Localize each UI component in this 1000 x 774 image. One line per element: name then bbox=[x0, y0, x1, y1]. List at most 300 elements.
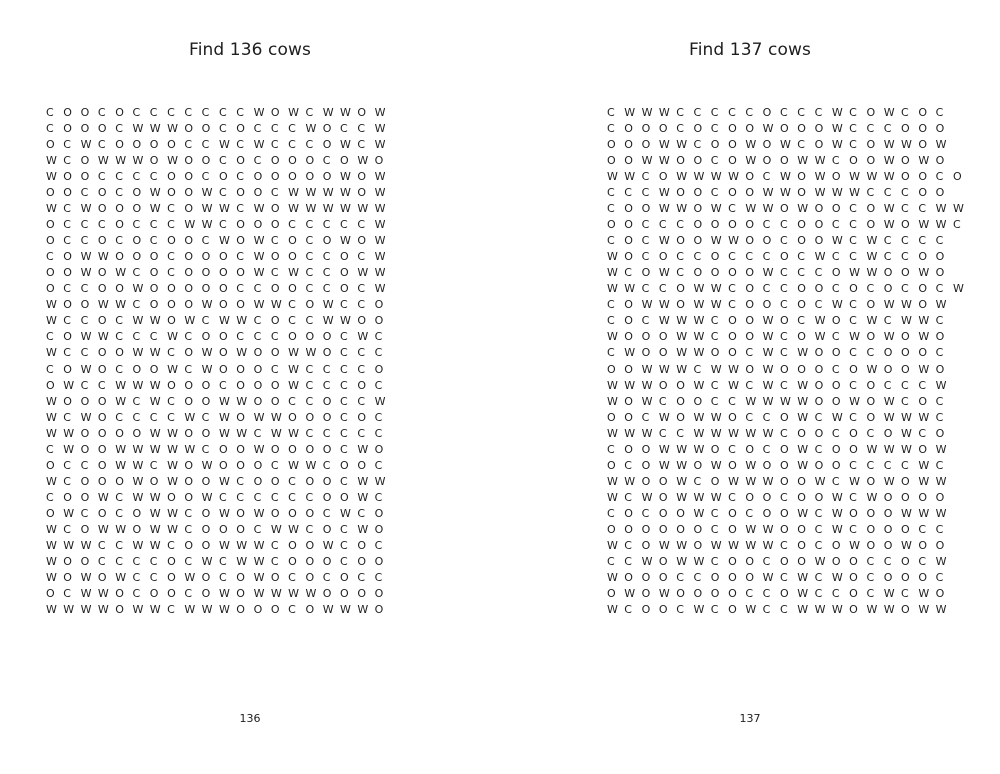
grid-letter: O bbox=[253, 394, 263, 408]
grid-letter: C bbox=[901, 106, 909, 119]
grid-letter: C bbox=[218, 122, 227, 136]
grid-letter: C bbox=[849, 378, 857, 392]
grid-letter: W bbox=[201, 490, 213, 504]
grid-letter: O bbox=[80, 154, 90, 168]
grid-letter: O bbox=[167, 570, 176, 584]
grid-row bbox=[607, 313, 970, 329]
grid-letter: O bbox=[340, 490, 349, 504]
grid-letter: C bbox=[762, 586, 771, 600]
grid-letter: O bbox=[236, 154, 245, 168]
grid-letter: O bbox=[641, 570, 651, 584]
grid-letter: C bbox=[270, 138, 279, 152]
grid-letter: O bbox=[236, 298, 245, 312]
grid-letter: O bbox=[253, 218, 263, 232]
grid-letter: C bbox=[779, 602, 788, 616]
grid-row bbox=[46, 474, 392, 490]
grid-letter: O bbox=[710, 266, 720, 280]
grid-letter: C bbox=[288, 474, 296, 488]
grid-letter: C bbox=[710, 554, 719, 568]
grid-letter: O bbox=[288, 234, 297, 248]
grid-letter: W bbox=[305, 186, 317, 200]
grid-letter: C bbox=[115, 122, 123, 136]
grid-letter: W bbox=[288, 378, 300, 392]
grid-letter: C bbox=[340, 378, 348, 392]
grid-letter: C bbox=[305, 250, 314, 264]
grid-letter: C bbox=[305, 138, 314, 152]
grid-letter: W bbox=[641, 298, 653, 312]
grid-letter: O bbox=[149, 282, 159, 296]
grid-letter: W bbox=[883, 442, 895, 456]
grid-letter: O bbox=[901, 554, 910, 568]
grid-letter: O bbox=[918, 394, 928, 408]
grid-letter: O bbox=[80, 394, 90, 408]
grid-letter: C bbox=[340, 538, 348, 552]
grid-letter: O bbox=[63, 298, 72, 312]
grid-letter: O bbox=[184, 282, 194, 296]
grid-letter: C bbox=[952, 218, 961, 232]
grid-letter: O bbox=[201, 538, 211, 552]
grid-letter: O bbox=[132, 362, 142, 376]
grid-letter: O bbox=[814, 490, 824, 504]
grid-letter: C bbox=[340, 442, 348, 456]
grid-letter: C bbox=[80, 346, 89, 360]
grid-letter: O bbox=[918, 186, 928, 200]
grid-letter: W bbox=[693, 378, 705, 392]
grid-letter: W bbox=[710, 170, 722, 184]
grid-letter: W bbox=[918, 218, 930, 232]
grid-letter: W bbox=[883, 154, 895, 168]
grid-letter: W bbox=[149, 378, 161, 392]
grid-letter: O bbox=[883, 522, 893, 536]
grid-letter: O bbox=[779, 522, 789, 536]
grid-letter: O bbox=[46, 506, 55, 520]
grid-letter: C bbox=[935, 314, 944, 328]
grid-letter: O bbox=[849, 154, 858, 168]
grid-letter: C bbox=[63, 346, 71, 360]
grid-letter: O bbox=[641, 602, 651, 616]
grid-row bbox=[607, 217, 970, 233]
grid-letter: C bbox=[831, 330, 840, 344]
grid-letter: C bbox=[46, 250, 54, 264]
grid-letter: O bbox=[218, 250, 228, 264]
grid-letter: O bbox=[779, 314, 789, 328]
grid-letter: W bbox=[218, 314, 230, 328]
grid-letter: O bbox=[762, 298, 772, 312]
grid-letter: O bbox=[184, 394, 194, 408]
grid-letter: W bbox=[831, 106, 843, 119]
grid-letter: C bbox=[322, 282, 331, 296]
letter-grid bbox=[607, 105, 970, 618]
grid-letter: O bbox=[322, 442, 332, 456]
grid-letter: W bbox=[901, 138, 912, 152]
grid-letter: W bbox=[80, 202, 92, 216]
grid-letter: W bbox=[357, 266, 369, 280]
grid-letter: O bbox=[201, 394, 211, 408]
grid-letter: O bbox=[184, 378, 194, 392]
grid-letter: O bbox=[831, 538, 841, 552]
grid-letter: O bbox=[935, 362, 945, 376]
grid-letter: O bbox=[97, 458, 107, 472]
grid-letter: O bbox=[866, 298, 876, 312]
grid-letter: W bbox=[814, 154, 826, 168]
grid-letter: W bbox=[624, 170, 636, 184]
grid-letter: W bbox=[115, 394, 127, 408]
grid-letter: O bbox=[340, 266, 349, 280]
grid-letter: O bbox=[236, 186, 245, 200]
grid-letter: O bbox=[728, 266, 737, 280]
grid-letter: W bbox=[676, 170, 688, 184]
grid-letter: C bbox=[63, 522, 71, 536]
grid-letter: O bbox=[288, 538, 297, 552]
grid-letter: W bbox=[831, 570, 843, 584]
grid-letter: C bbox=[184, 506, 193, 520]
grid-letter: W bbox=[831, 602, 843, 616]
grid-letter: O bbox=[624, 234, 633, 248]
grid-letter: C bbox=[322, 266, 331, 280]
grid-letter: C bbox=[149, 218, 158, 232]
grid-letter: W bbox=[710, 202, 722, 216]
grid-letter: W bbox=[831, 522, 843, 536]
grid-letter: O bbox=[624, 362, 633, 376]
grid-letter: W bbox=[624, 346, 636, 360]
grid-letter: O bbox=[270, 394, 280, 408]
grid-letter: O bbox=[779, 554, 789, 568]
grid-letter: W bbox=[918, 314, 930, 328]
grid-letter: O bbox=[641, 586, 651, 600]
grid-letter: C bbox=[322, 378, 331, 392]
grid-letter: W bbox=[624, 106, 636, 119]
grid-letter: C bbox=[901, 234, 909, 248]
grid-letter: C bbox=[918, 522, 927, 536]
grid-letter: O bbox=[132, 234, 142, 248]
grid-letter: W bbox=[253, 586, 265, 600]
grid-letter: O bbox=[814, 394, 824, 408]
grid-letter: C bbox=[132, 298, 141, 312]
grid-row bbox=[46, 394, 392, 410]
grid-letter: O bbox=[149, 154, 159, 168]
grid-letter: O bbox=[149, 266, 159, 280]
grid-letter: W bbox=[658, 234, 670, 248]
grid-letter: O bbox=[253, 346, 263, 360]
grid-letter: C bbox=[762, 250, 771, 264]
grid-letter: C bbox=[935, 410, 944, 424]
grid-letter: W bbox=[814, 170, 826, 184]
grid-letter: W bbox=[167, 458, 178, 472]
grid-letter: O bbox=[866, 202, 876, 216]
grid-letter: O bbox=[184, 122, 194, 136]
grid-letter: C bbox=[745, 410, 754, 424]
grid-letter: O bbox=[236, 458, 245, 472]
grid-letter: O bbox=[270, 346, 280, 360]
grid-letter: O bbox=[745, 266, 755, 280]
grid-letter: W bbox=[607, 538, 618, 552]
grid-letter: O bbox=[745, 442, 755, 456]
grid-letter: O bbox=[883, 490, 893, 504]
grid-letter: O bbox=[728, 554, 737, 568]
grid-letter: O bbox=[658, 522, 668, 536]
grid-letter: W bbox=[710, 426, 722, 440]
grid-letter: C bbox=[901, 394, 909, 408]
grid-letter: W bbox=[201, 554, 213, 568]
grid-letter: O bbox=[97, 282, 107, 296]
grid-letter: O bbox=[46, 378, 55, 392]
grid-letter: O bbox=[63, 122, 72, 136]
grid-letter: O bbox=[831, 458, 841, 472]
grid-letter: C bbox=[693, 474, 702, 488]
grid-letter: O bbox=[849, 362, 858, 376]
grid-letter: C bbox=[322, 154, 331, 168]
grid-letter: W bbox=[641, 378, 653, 392]
grid-letter: C bbox=[63, 234, 71, 248]
grid-letter: O bbox=[658, 122, 668, 136]
page-number: 137 bbox=[739, 712, 761, 725]
grid-row bbox=[607, 458, 970, 474]
grid-letter: W bbox=[322, 538, 334, 552]
grid-letter: C bbox=[357, 122, 366, 136]
grid-letter: O bbox=[624, 122, 633, 136]
grid-letter: W bbox=[883, 218, 895, 232]
grid-letter: O bbox=[184, 490, 194, 504]
grid-letter: O bbox=[849, 570, 858, 584]
grid-letter: O bbox=[814, 138, 824, 152]
grid-letter: W bbox=[814, 250, 826, 264]
grid-letter: C bbox=[849, 218, 857, 232]
grid-letter: W bbox=[167, 506, 178, 520]
grid-letter: W bbox=[918, 458, 930, 472]
grid-letter: O bbox=[218, 330, 228, 344]
grid-letter: W bbox=[641, 426, 653, 440]
grid-row bbox=[46, 281, 392, 297]
grid-letter: O bbox=[866, 138, 876, 152]
grid-letter: O bbox=[935, 122, 945, 136]
grid-row bbox=[46, 522, 392, 538]
grid-letter: O bbox=[641, 538, 651, 552]
grid-row bbox=[46, 169, 392, 185]
grid-letter: C bbox=[883, 122, 892, 136]
grid-letter: O bbox=[184, 170, 194, 184]
grid-letter: W bbox=[80, 410, 92, 424]
grid-letter: C bbox=[132, 106, 141, 119]
grid-letter: W bbox=[831, 234, 843, 248]
grid-letter: W bbox=[132, 538, 144, 552]
grid-letter: W bbox=[149, 602, 161, 616]
grid-letter: O bbox=[676, 186, 685, 200]
grid-letter: W bbox=[184, 314, 196, 328]
grid-letter: O bbox=[866, 506, 876, 520]
grid-letter: W bbox=[935, 474, 947, 488]
grid-letter: C bbox=[340, 554, 348, 568]
grid-letter: C bbox=[201, 234, 210, 248]
grid-letter: W bbox=[607, 394, 618, 408]
grid-letter: O bbox=[149, 586, 159, 600]
grid-letter: O bbox=[184, 474, 194, 488]
grid-letter: O bbox=[676, 378, 685, 392]
grid-letter: O bbox=[745, 282, 755, 296]
grid-letter: O bbox=[624, 250, 633, 264]
grid-letter: W bbox=[935, 602, 947, 616]
grid-letter: C bbox=[167, 538, 175, 552]
grid-letter: C bbox=[918, 202, 927, 216]
grid-letter: O bbox=[46, 186, 55, 200]
grid-letter: W bbox=[693, 330, 705, 344]
grid-letter: C bbox=[797, 106, 805, 119]
grid-letter: O bbox=[710, 138, 720, 152]
grid-letter: O bbox=[115, 106, 124, 119]
grid-letter: O bbox=[797, 490, 806, 504]
grid-letter: C bbox=[184, 330, 193, 344]
grid-letter: O bbox=[167, 234, 176, 248]
grid-letter: C bbox=[63, 410, 71, 424]
grid-letter: O bbox=[797, 170, 806, 184]
grid-letter: C bbox=[270, 554, 279, 568]
grid-letter: W bbox=[676, 554, 688, 568]
grid-letter: O bbox=[63, 362, 72, 376]
grid-letter: C bbox=[658, 426, 667, 440]
grid-letter: O bbox=[357, 314, 367, 328]
grid-letter: O bbox=[253, 170, 263, 184]
grid-letter: O bbox=[779, 122, 789, 136]
grid-letter: W bbox=[46, 202, 57, 216]
grid-letter: C bbox=[46, 442, 54, 456]
grid-letter: C bbox=[46, 122, 54, 136]
grid-row bbox=[607, 538, 970, 554]
grid-letter: O bbox=[728, 138, 737, 152]
grid-letter: C bbox=[374, 538, 383, 552]
grid-letter: W bbox=[46, 538, 57, 552]
grid-letter: C bbox=[728, 394, 736, 408]
grid-row bbox=[607, 345, 970, 361]
grid-letter: C bbox=[831, 154, 840, 168]
grid-letter: O bbox=[305, 570, 315, 584]
grid-letter: O bbox=[831, 554, 841, 568]
page-title: Find 137 cows bbox=[689, 40, 811, 60]
grid-letter: O bbox=[322, 522, 332, 536]
grid-letter: O bbox=[270, 282, 280, 296]
grid-letter: W bbox=[253, 506, 265, 520]
grid-letter: W bbox=[184, 602, 196, 616]
grid-letter: O bbox=[270, 602, 280, 616]
grid-letter: C bbox=[63, 474, 71, 488]
grid-letter: C bbox=[710, 314, 719, 328]
grid-letter: O bbox=[831, 442, 841, 456]
grid-letter: C bbox=[80, 234, 89, 248]
grid-letter: O bbox=[918, 122, 928, 136]
grid-row bbox=[46, 121, 392, 137]
grid-letter: W bbox=[762, 330, 774, 344]
grid-letter: O bbox=[918, 490, 928, 504]
grid-letter: C bbox=[340, 410, 348, 424]
grid-letter: O bbox=[201, 570, 211, 584]
grid-letter: C bbox=[218, 570, 227, 584]
grid-letter: O bbox=[63, 106, 72, 119]
grid-letter: O bbox=[658, 330, 668, 344]
grid-row bbox=[46, 153, 392, 169]
grid-letter: W bbox=[901, 442, 912, 456]
grid-letter: W bbox=[270, 586, 282, 600]
grid-letter: O bbox=[658, 474, 668, 488]
grid-letter: C bbox=[63, 154, 71, 168]
grid-letter: W bbox=[676, 138, 688, 152]
grid-row bbox=[607, 554, 970, 570]
grid-row bbox=[46, 105, 392, 121]
grid-letter: C bbox=[167, 106, 175, 119]
grid-letter: C bbox=[918, 234, 927, 248]
grid-letter: C bbox=[201, 410, 210, 424]
grid-letter: C bbox=[305, 426, 314, 440]
grid-letter: O bbox=[883, 282, 893, 296]
grid-letter: O bbox=[305, 330, 315, 344]
grid-letter: W bbox=[374, 250, 386, 264]
grid-letter: W bbox=[149, 122, 161, 136]
grid-letter: W bbox=[935, 378, 947, 392]
grid-letter: O bbox=[641, 122, 651, 136]
grid-letter: W bbox=[149, 314, 161, 328]
grid-letter: O bbox=[658, 570, 668, 584]
grid-letter: O bbox=[115, 586, 124, 600]
grid-letter: W bbox=[167, 474, 178, 488]
grid-letter: O bbox=[340, 458, 349, 472]
grid-letter: W bbox=[676, 458, 688, 472]
grid-letter: O bbox=[167, 490, 176, 504]
grid-letter: W bbox=[831, 122, 843, 136]
grid-letter: C bbox=[340, 474, 348, 488]
grid-letter: C bbox=[97, 106, 106, 119]
grid-letter: O bbox=[641, 474, 651, 488]
grid-letter: O bbox=[779, 474, 789, 488]
grid-letter: O bbox=[80, 122, 90, 136]
grid-letter: C bbox=[935, 346, 944, 360]
grid-letter: C bbox=[849, 122, 857, 136]
grid-letter: C bbox=[80, 314, 89, 328]
grid-letter: C bbox=[779, 106, 788, 119]
grid-letter: C bbox=[710, 602, 719, 616]
grid-letter: O bbox=[831, 314, 841, 328]
grid-letter: W bbox=[676, 474, 688, 488]
grid-letter: O bbox=[305, 506, 315, 520]
grid-letter: C bbox=[676, 570, 684, 584]
grid-letter: W bbox=[624, 426, 636, 440]
grid-letter: W bbox=[728, 234, 739, 248]
grid-letter: O bbox=[218, 282, 228, 296]
grid-letter: O bbox=[710, 218, 720, 232]
grid-letter: C bbox=[866, 586, 875, 600]
grid-letter: O bbox=[218, 298, 228, 312]
grid-letter: O bbox=[607, 218, 616, 232]
grid-letter: O bbox=[779, 442, 789, 456]
grid-letter: O bbox=[374, 442, 384, 456]
grid-letter: W bbox=[63, 442, 75, 456]
grid-letter: O bbox=[779, 250, 789, 264]
grid-letter: O bbox=[918, 170, 928, 184]
grid-letter: C bbox=[779, 426, 788, 440]
grid-letter: O bbox=[745, 330, 755, 344]
grid-letter: O bbox=[745, 234, 755, 248]
grid-letter: W bbox=[728, 378, 739, 392]
grid-letter: W bbox=[305, 586, 317, 600]
grid-letter: C bbox=[167, 346, 175, 360]
grid-letter: W bbox=[218, 586, 230, 600]
grid-letter: C bbox=[779, 378, 788, 392]
grid-row bbox=[607, 249, 970, 265]
grid-letter: O bbox=[831, 378, 841, 392]
grid-letter: O bbox=[270, 202, 280, 216]
grid-letter: C bbox=[710, 122, 719, 136]
grid-letter: W bbox=[132, 458, 144, 472]
page-number: 136 bbox=[239, 712, 261, 725]
grid-letter: W bbox=[745, 154, 757, 168]
grid-letter: O bbox=[270, 170, 280, 184]
grid-letter: W bbox=[710, 282, 722, 296]
